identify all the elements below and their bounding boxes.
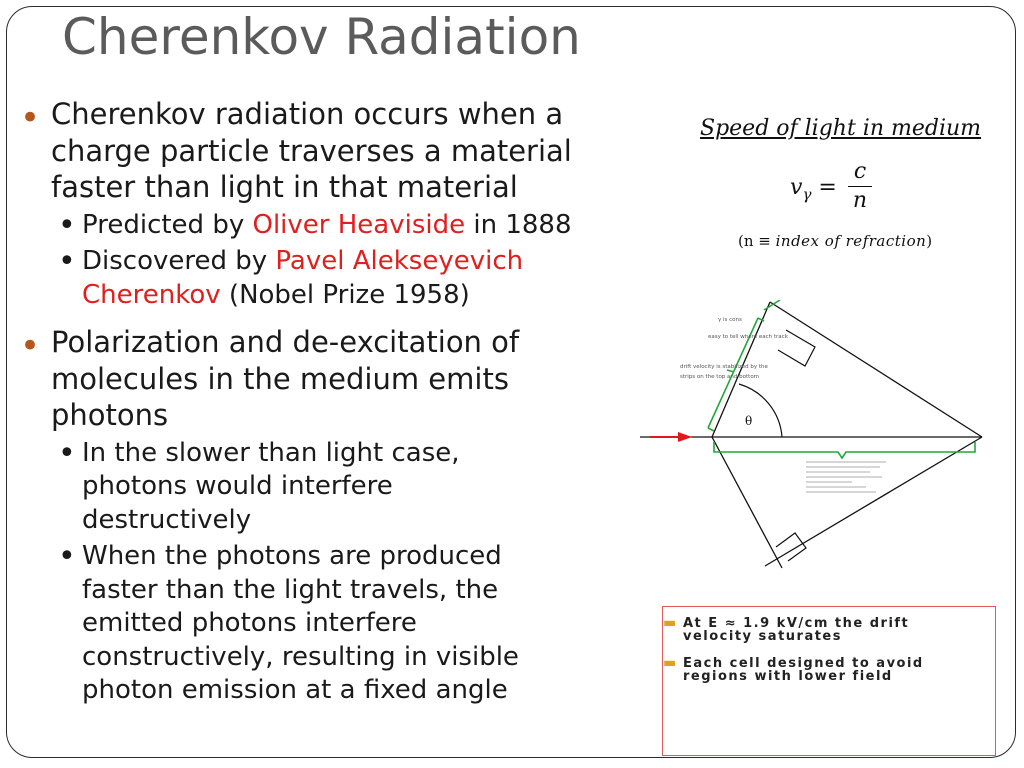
faint-text-block — [806, 462, 886, 492]
bullet-list — [20, 96, 630, 708]
box-item-2: ▬ Each cell designed to avoid regions with lower field — [663, 655, 924, 684]
box-item-1: ▬ At E ≈ 1.9 kV/cm the drift velocity saturates — [663, 615, 910, 644]
sub-bullet-dot-icon: • — [58, 207, 76, 243]
sub-bullet-dot-icon: • — [58, 244, 76, 279]
bullet-2 — [20, 324, 630, 434]
sub-bullet-dot-icon: • — [58, 539, 76, 574]
sub-bullet-2-1 — [20, 437, 630, 538]
sub-bullet-1-2-pre: Discovered by — [82, 246, 276, 276]
drift-velocity-box — [662, 606, 996, 756]
sub-bullet-1-1-highlight: Oliver Heaviside — [252, 209, 466, 240]
sub-bullet-1-2-highlight: Pavel Alekseyevich Cherenkov — [82, 246, 524, 310]
lower-cone-line — [712, 437, 782, 568]
equation-denominator: n — [852, 188, 868, 213]
sub-bullet-1-1-post: in 1888 — [465, 209, 572, 240]
cherenkov-cone-diagram — [630, 300, 1000, 600]
faint-note-3: drift velocity is stabilized by the — [680, 364, 768, 370]
theta-label: θ — [745, 414, 753, 428]
upper-green-bracket-2 — [764, 300, 780, 310]
sub-bullet-dot-icon: • — [58, 435, 76, 471]
sub-bullet-2-2 — [20, 540, 630, 708]
formula-title: Speed of light in medium — [700, 116, 982, 141]
sub-bullet-2-1-text: In the slower than light case, photons would interfere destructively — [82, 437, 460, 535]
lower-wavefront-line — [765, 437, 982, 566]
box-bullet-icon: ▬ — [663, 615, 678, 631]
bullet-dot-icon: • — [20, 326, 41, 366]
sub-bullet-1-2-post: (Nobel Prize 1958) — [220, 279, 470, 310]
equation-lhs: $v_\gamma$ = — [790, 175, 837, 204]
faint-note-2: easy to tell where each track — [708, 334, 788, 340]
bullet-2-text: Polarization and de-excitation of molecules in the medium emits photons — [51, 325, 520, 432]
equation-fraction — [848, 158, 872, 215]
bullet-dot-icon: • — [20, 98, 41, 138]
lower-green-bracket — [714, 442, 975, 458]
faint-note-1: γ is cons — [718, 317, 742, 323]
sub-bullet-2-2-text: When the photons are produced faster than the light travels, the emitted photons interfere constructively, resulting in visible photon emission at a fixed angle — [82, 541, 519, 705]
incoming-arrow-head — [678, 432, 692, 442]
sub-bullet-1-1-pre: Predicted by — [82, 209, 253, 240]
theta-arc — [739, 384, 782, 437]
bullet-1-text: Cherenkov radiation occurs when a charge particle traverses a material faster than light in that material — [51, 97, 572, 204]
box-bullet-icon: ▬ — [663, 655, 678, 671]
upper-wavefront-line — [770, 302, 982, 437]
slide-title: Cherenkov Radiation — [62, 8, 581, 66]
sub-bullet-1-1 — [20, 209, 630, 243]
equation-numerator: c — [853, 159, 867, 184]
faint-note-4: strips on the top and bottom — [680, 374, 760, 380]
sub-bullet-1-2 — [20, 245, 630, 312]
bullet-1 — [20, 96, 630, 206]
refraction-note: (n ≡ index of refraction) — [738, 232, 933, 250]
